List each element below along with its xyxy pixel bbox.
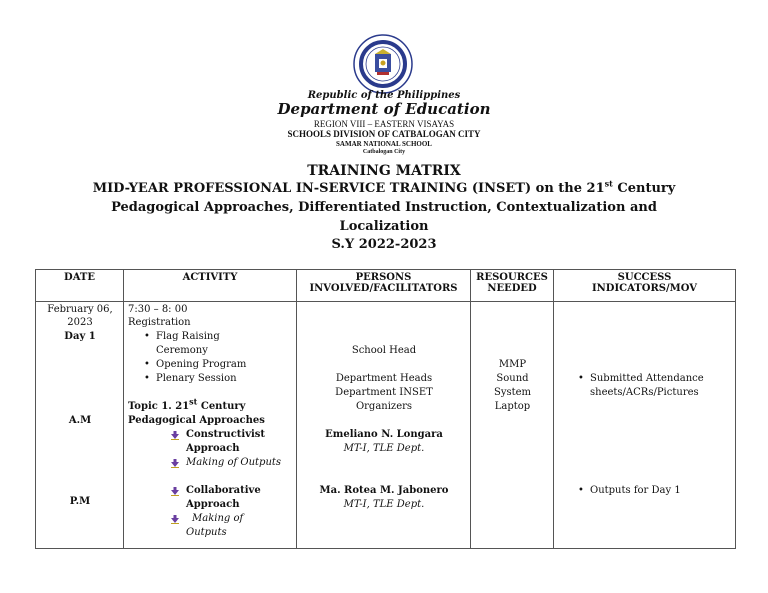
making-outputs-1: Making of Outputs	[186, 457, 282, 468]
facilitator-2-role: MT-I, TLE Dept.	[343, 499, 425, 510]
school-head-label: School Head	[351, 345, 417, 356]
division-label: SCHOOLS DIVISION OF CATBALOGAN CITY	[287, 129, 481, 139]
constructivist-label: Constructivist	[186, 429, 266, 440]
republic-heading: Republic of the Philippines	[307, 90, 461, 101]
am-label: A.M	[68, 415, 92, 426]
collaborative-label: Collaborative	[186, 485, 261, 496]
bullet-flag-raising-cont: Ceremony	[156, 345, 208, 356]
resources-cell	[471, 302, 554, 549]
topic-title-cont: Pedagogical Approaches	[128, 415, 265, 426]
resource-item: System	[493, 387, 532, 398]
document-title: TRAINING MATRIX	[307, 163, 461, 179]
dept-heads-label: Department Heads	[335, 373, 433, 384]
date-line-2: 2023	[67, 317, 93, 328]
success-item-attendance-cont: sheets/ACRs/Pictures	[590, 387, 699, 398]
deped-seal-logo	[353, 34, 413, 94]
header-persons: PERSONS INVOLVED/FACILITATORS	[297, 270, 471, 302]
success-item-attendance: • Submitted Attendance	[590, 373, 704, 384]
arrow-bullet-icon	[170, 430, 180, 440]
region-label: REGION VIII – EASTERN VISAYAS	[313, 119, 455, 129]
bullet-plenary-session: • Plenary Session	[156, 373, 237, 384]
resource-item: Laptop	[494, 401, 531, 412]
success-cell	[554, 302, 736, 549]
date-line-1: February 06,	[47, 304, 113, 315]
arrow-bullet-icon	[170, 486, 180, 496]
activity-cell	[124, 302, 297, 549]
making-outputs-2-cont: Outputs	[186, 527, 227, 538]
facilitator-1-role: MT-I, TLE Dept.	[343, 443, 425, 454]
date-cell	[36, 302, 124, 549]
department-heading: Department of Education	[277, 100, 491, 118]
topic-title: Topic 1. 21st Century	[128, 396, 246, 412]
title-line-2: MID-YEAR PROFESSIONAL IN-SERVICE TRAINING (INSET) on the 21st Century	[92, 178, 676, 196]
training-matrix-table	[35, 269, 736, 549]
pm-label: P.M	[69, 496, 91, 507]
title-line-3: Pedagogical Approaches, Differentiated Instruction, Contextualization and	[111, 200, 657, 215]
bullet-flag-raising: • Flag Raising	[156, 331, 220, 342]
registration-label: Registration	[128, 317, 191, 328]
title-line-4: Localization	[339, 219, 429, 234]
city-label: Catbalogan City	[362, 149, 406, 155]
arrow-bullet-icon	[170, 514, 180, 524]
organizers-label: Organizers	[355, 401, 413, 412]
day-label: Day 1	[64, 331, 96, 342]
bullet-opening-program: • Opening Program	[156, 359, 246, 370]
arrow-bullet-icon	[170, 458, 180, 468]
resource-item: MMP	[498, 359, 527, 370]
collaborative-label-cont: Approach	[186, 499, 240, 510]
facilitator-2-name: Ma. Rotea M. Jabonero	[319, 485, 449, 496]
school-label: SAMAR NATIONAL SCHOOL	[336, 140, 432, 148]
header-success: SUCCESS INDICATORS/MOV	[554, 270, 736, 302]
persons-cell	[297, 302, 471, 549]
school-year: S.Y 2022-2023	[331, 237, 437, 252]
header-resources: RESOURCES NEEDED	[471, 270, 554, 302]
making-outputs-2: Making of	[192, 513, 244, 524]
table-row	[36, 302, 736, 549]
time-label: 7:30 – 8: 00	[128, 304, 188, 315]
success-item-outputs: • Outputs for Day 1	[590, 485, 681, 496]
resource-item: Sound	[496, 373, 529, 384]
header-date: DATE	[36, 270, 124, 302]
table-header-row	[36, 270, 736, 302]
header-activity: ACTIVITY	[124, 270, 297, 302]
facilitator-1-name: Emeliano N. Longara	[325, 429, 443, 440]
constructivist-label-cont: Approach	[186, 443, 240, 454]
dept-inset-label: Department INSET	[335, 387, 433, 398]
